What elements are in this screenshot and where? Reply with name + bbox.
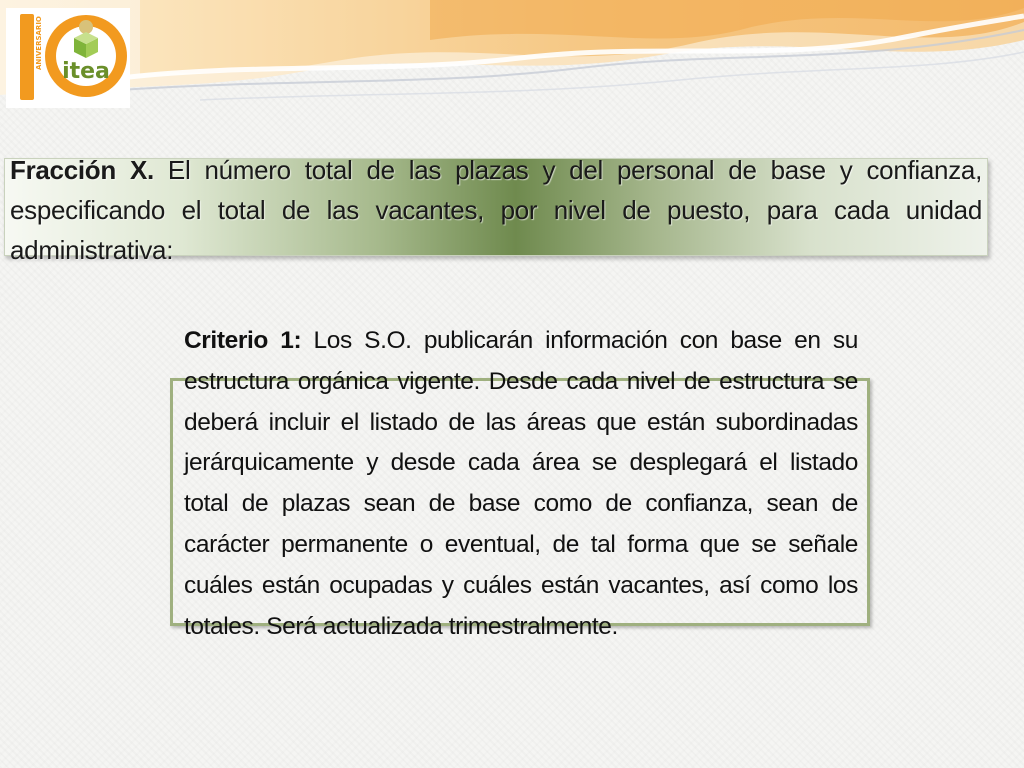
itea-10-aniversario-logo xyxy=(6,8,130,108)
header-swoosh-decoration xyxy=(0,0,1024,130)
criterion-colon: : xyxy=(293,327,302,354)
logo-aniversario-text: ANIVERSARIO xyxy=(35,16,43,70)
title-bold-part: Fracción X. xyxy=(10,155,154,185)
criterion-paragraph xyxy=(184,321,858,647)
page-title xyxy=(10,150,982,270)
criterion-body: Los S.O. publicarán información con base en su estructura orgánica vigente. Desde cada nivel de estructura se deberá incluir el listado de las áreas que están subordinadas jerárquicamente y desde cada área se desplegará el listado total de plazas sean de base como de confianza, sean de carácter permanente o eventual, de tal forma que se señale cuáles están ocupadas y cuáles están vacantes, así como los totales. Será actualizada trimestralmente. xyxy=(184,327,858,640)
logo-brand-text: itea xyxy=(62,59,110,84)
title-rest: El número total de las plazas y del personal de base y confianza, especificando el total de las vacantes, por nivel de puesto, para cada unidad administrativa: xyxy=(10,155,983,265)
criterion-label: Criterio 1 xyxy=(184,327,294,354)
